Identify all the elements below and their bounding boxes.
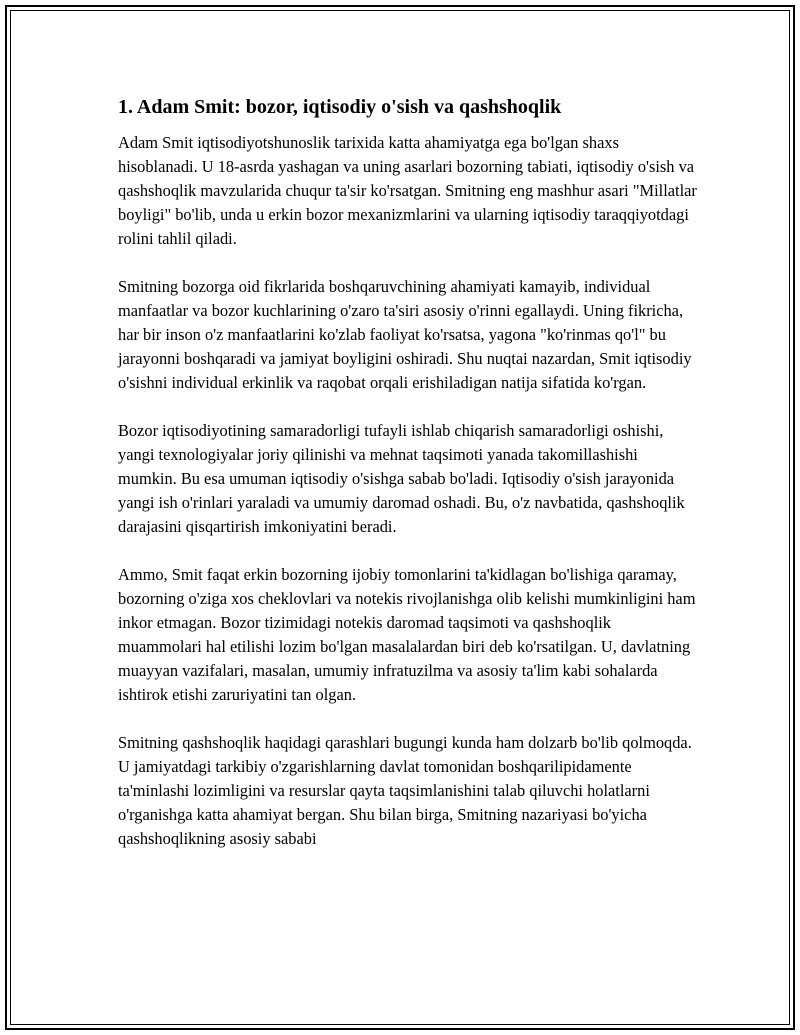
paragraph-1: Adam Smit iqtisodiyotshunoslik tarixida katta ahamiyatga ega bo'lgan shaxs hisoblanadi. U 18-asrda yashagan va uning asarlari bozorning tabiati, iqtisodiy o'sish va qashshoqlik mavzularida chuqur ta'sir ko'rsatgan. Smitning eng mashhur asari "Millatlar boyligi" bo'lib, unda u erkin bozor mexanizmlarini va ularning iqtisodiy taraqqiyotdagi rolini tahlil qiladi. <box>118 133 697 248</box>
paragraph-3: Bozor iqtisodiyotining samaradorligi tufayli ishlab chiqarish samaradorligi oshishi, yangi texnologiyalar joriy qilinishi va mehnat taqsimoti yanada takomillashishi mumkin. Bu esa umuman iqtisodiy o'sishga sabab bo'ladi. Iqtisodiy o'sish jarayonida yangi ish o'rinlari yaraladi va umumiy daromad oshadi. Bu, o'z navbatida, qashshoqlik darajasini qisqartirish imkoniyatini beradi. <box>118 421 685 536</box>
paragraph-4: Ammo, Smit faqat erkin bozorning ijobiy tomonlarini ta'kidlagan bo'lishiga qaramay, bozorning o'ziga xos cheklovlari va notekis rivojlanishga olib kelishi mumkinligini ham inkor etmagan. Bozor tizimidagi notekis daromad taqsimoti va qashshoqlik muammolari hal etilishi lozim bo'lgan masalalardan biri deb ko'rsatilgan. U, davlatning muayyan vazifalari, masalan, umumiy infratuzilma va asosiy ta'lim kabi sohalarda ishtirok etishi zaruriyatini tan olgan. <box>118 565 696 704</box>
paragraph-5: Smitning qashshoqlik haqidagi qarashlari bugungi kunda ham dolzarb bo'lib qolmoqda. U jamiyatdagi tarkibiy o'zgarishlarning davlat tomonidan boshqarilipidamente ta'minlashi lozimligini va resurslar qayta taqsimlanishini talab qiluvchi holatlarni o'rganishga katta ahamiyat bergan. Shu bilan birga, Smitning nazariyasi bo'yicha qashshoqlikning asosiy sababi <box>118 733 692 848</box>
document-body <box>118 93 698 875</box>
section-heading: 1. Adam Smit: bozor, iqtisodiy o'sish va qashshoqlik <box>118 96 562 118</box>
paragraph-2: Smitning bozorga oid fikrlarida boshqaruvchining ahamiyati kamayib, individual manfaatlar va bozor kuchlarining o'zaro ta'siri asosiy o'rinni egallaydi. Uning fikricha, har bir inson o'z manfaatlarini ko'zlab faoliyat ko'rsatsa, yagona "ko'rinmas qo'l" bu jarayonni boshqaradi va jamiyat boyligini oshiradi. Shu nuqtai nazardan, Smit iqtisodiy o'sishni individual erkinlik va raqobat orqali erishiladigan natija sifatida ko'rgan. <box>118 277 692 392</box>
